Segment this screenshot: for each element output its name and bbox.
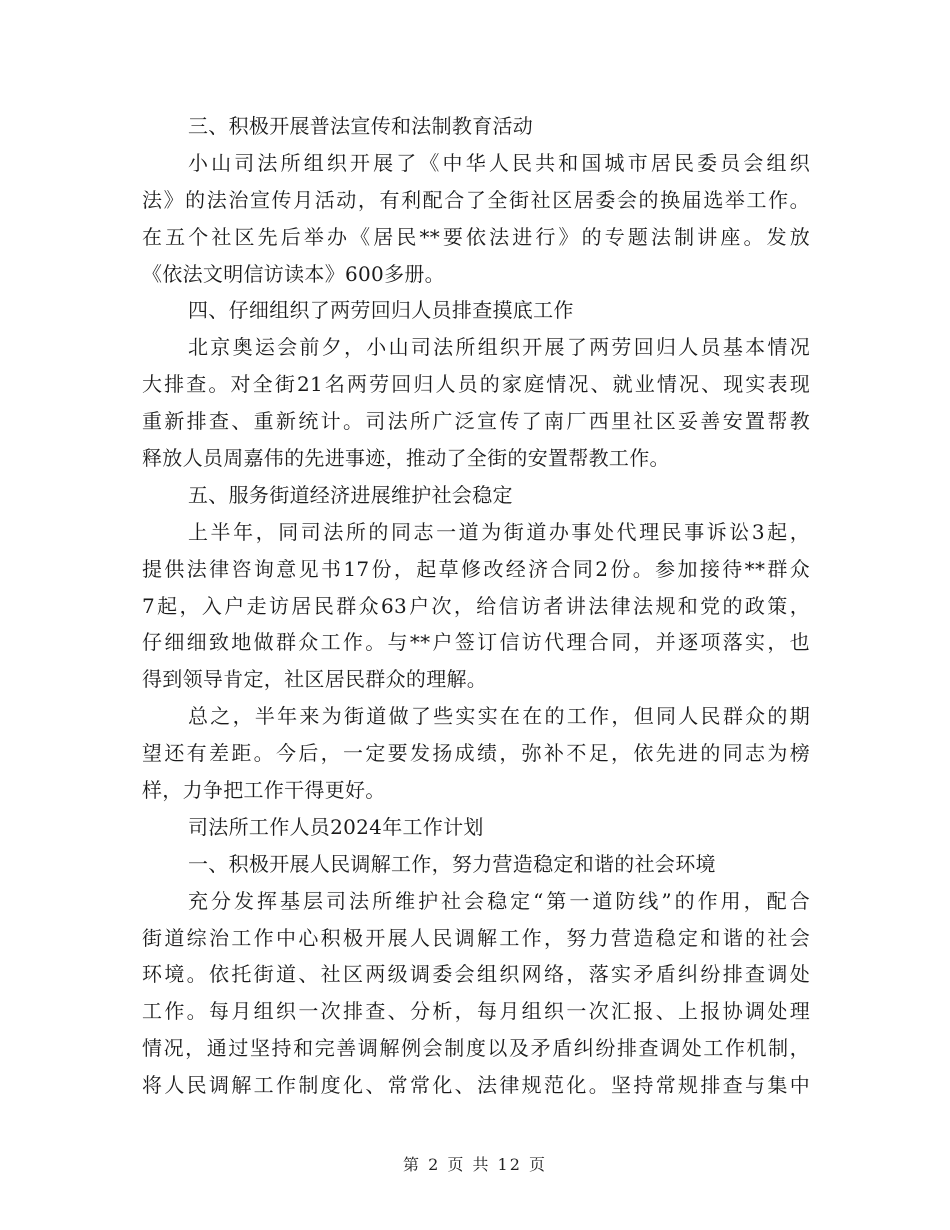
text-line: 样，力争把工作干得更好。 <box>142 778 386 803</box>
text-line: 总之，半年来为街道做了些实实在在的工作，但同人民群众的期 <box>188 704 810 729</box>
text-line: 充分发挥基层司法所维护社会稳定“第一道防线”的作用，配合 <box>188 888 810 913</box>
text-line: 一、积极开展人民调解工作，努力营造稳定和谐的社会环境 <box>188 851 716 876</box>
text-line: 上半年，同司法所的同志一道为街道办事处代理民事诉讼3起， <box>188 519 810 544</box>
text-line: 望还有差距。今后，一定要发扬成绩，弥补不足，依先进的同志为榜 <box>142 741 810 766</box>
text-line: 将人民调解工作制度化、常常化、法律规范化。坚持常规排查与集中 <box>142 1073 810 1098</box>
text-line: 仔细细致地做群众工作。与**户签订信访代理合同，并逐项落实，也 <box>142 630 810 655</box>
text-line: 重新排查、重新统计。司法所广泛宣传了南厂西里社区妥善安置帮教 <box>142 409 810 434</box>
text-line: 提供法律咨询意见书17份，起草修改经济合同2份。参加接待**群众 <box>142 556 810 581</box>
text-line: 法》的法治宣传月活动，有利配合了全街社区居委会的换届选举工作。 <box>142 187 810 212</box>
text-line: 在五个社区先后举办《居民**要依法进行》的专题法制讲座。发放 <box>142 224 810 249</box>
text-line: 三、积极开展普法宣传和法制教育活动 <box>188 114 534 138</box>
text-line: 街道综治工作中心积极开展人民调解工作，努力营造稳定和谐的社会 <box>142 925 810 950</box>
text-line: 司法所工作人员2024年工作计划 <box>188 814 484 839</box>
text-line: 工作。每月组织一次排查、分析，每月组织一次汇报、上报协调处理 <box>142 999 810 1024</box>
text-line: 大排查。对全街21名两劳回归人员的家庭情况、就业情况、现实表现 <box>142 372 810 397</box>
text-line: 释放人员周嘉伟的先进事迹，推动了全街的安置帮教工作。 <box>142 446 670 471</box>
text-line: 得到领导肯定，社区居民群众的理解。 <box>142 667 488 692</box>
text-line: 情况，通过坚持和完善调解例会制度以及矛盾纠纷排查调处工作机制， <box>142 1036 810 1061</box>
text-line: 《依法文明信访读本》600多册。 <box>142 261 445 286</box>
page-number-footer: 第 2 页 共 12 页 <box>403 1155 547 1174</box>
text-line: 五、服务街道经济进展维护社会稳定 <box>188 482 513 507</box>
text-line: 小山司法所组织开展了《中华人民共和国城市居民委员会组织 <box>188 150 810 175</box>
text-line: 7起，入户走访居民群众63户次，给信访者讲法律法规和党的政策， <box>142 593 810 618</box>
text-line: 北京奥运会前夕，小山司法所组织开展了两劳回归人员基本情况 <box>188 335 810 360</box>
text-line: 四、仔细组织了两劳回归人员排查摸底工作 <box>188 298 574 323</box>
document-body <box>142 108 810 1104</box>
text-line: 环境。依托街道、社区两级调委会组织网络，落实矛盾纠纷排查调处 <box>142 962 810 987</box>
